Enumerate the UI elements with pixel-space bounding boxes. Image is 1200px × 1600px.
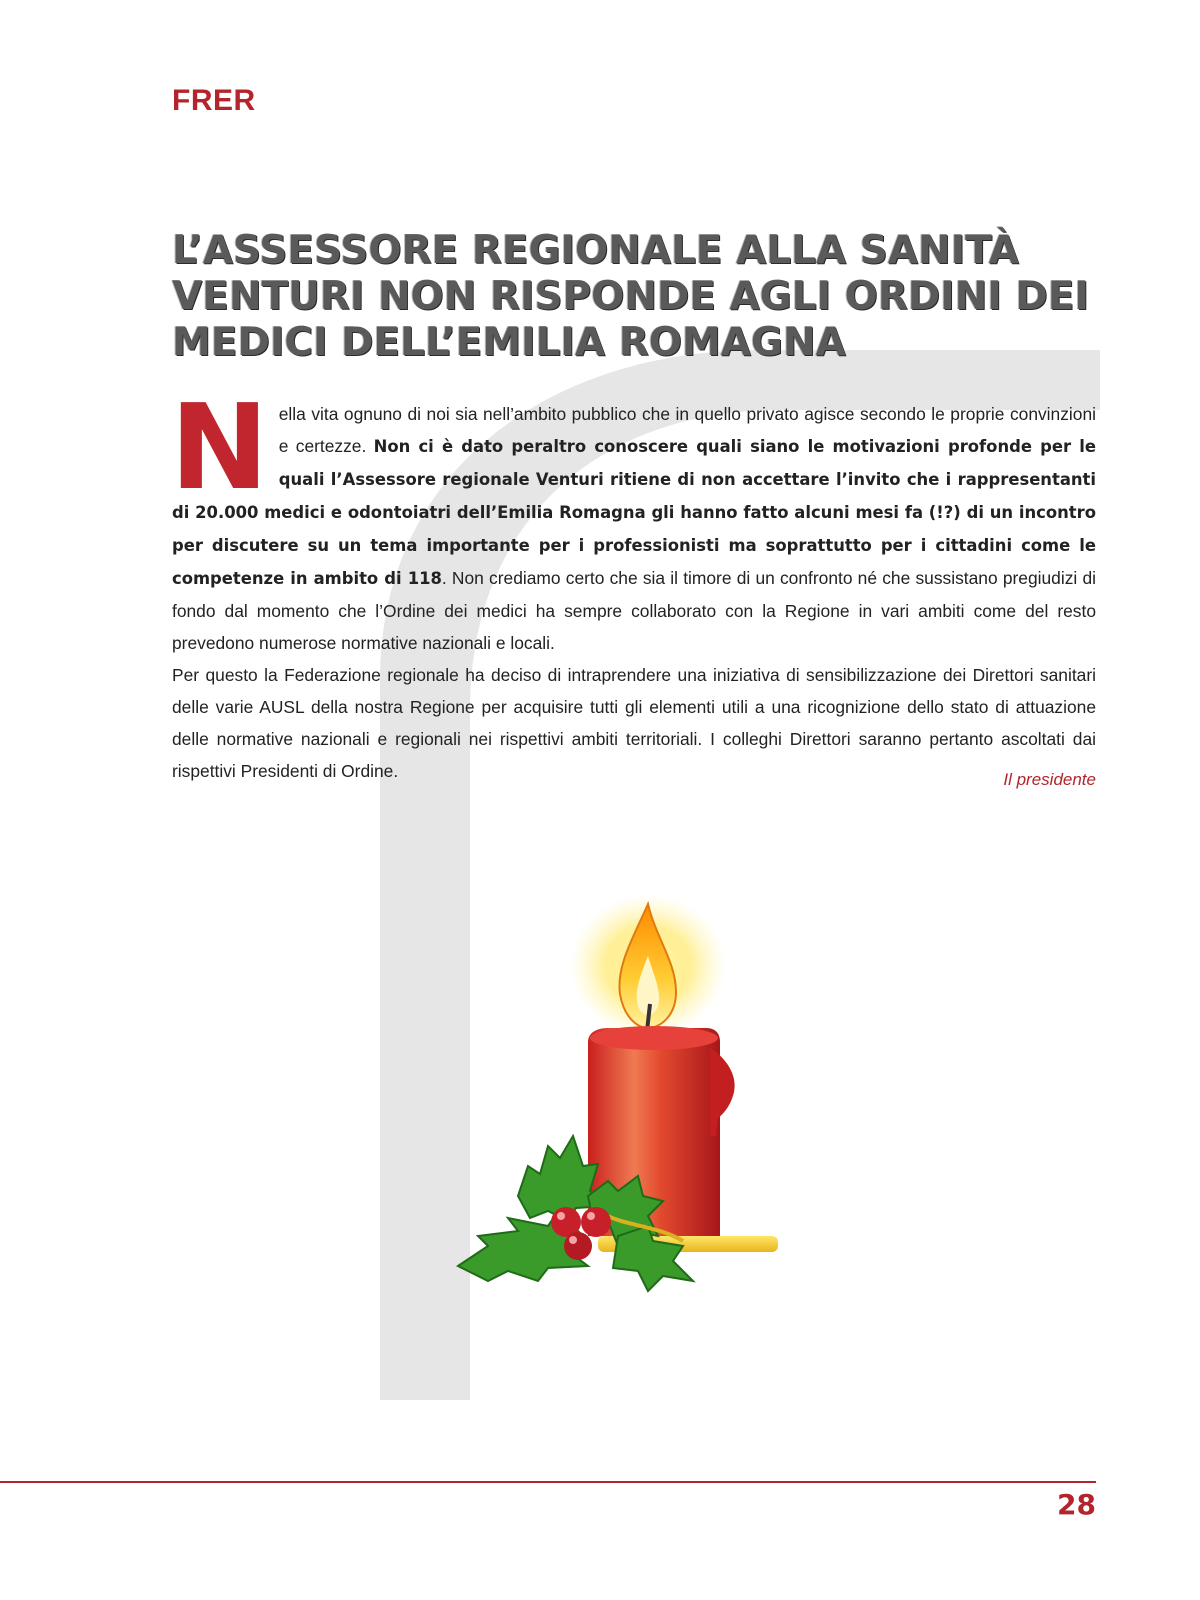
paragraph-emphasis: Non ci è dato peraltro conoscere quali siano le motivazioni profonde per le quali l’Assessore regionale Venturi ritiene di non accettare l’invito che i rappresentanti di 20.000 medici e odontoiatri dell’Emilia Romagna gli hanno fatto alcuni mesi fa (!?) di un incontro per discutere su un tema importante per i professionisti ma soprattutto per i cittadini come le competenze in ambito di 118 xyxy=(172,437,1096,588)
paragraph-intro: ella vita ognuno di noi sia nell’ambito pubblico che in quello privato agisce secondo le proprie convinzioni e certezze. xyxy=(278,404,1096,456)
christmas-candle-icon xyxy=(448,896,788,1296)
article-body xyxy=(170,378,1096,787)
paragraph xyxy=(170,378,1096,659)
article-title xyxy=(172,228,1089,366)
drop-cap: N xyxy=(170,378,269,516)
section-label: FRER xyxy=(172,84,256,117)
title-line: VENTURI NON RISPONDE AGLI ORDINI DEI xyxy=(172,274,1089,319)
signature: Il presidente xyxy=(1003,770,1096,789)
footer-divider xyxy=(0,1481,1096,1483)
paragraph-continuation: . Non crediamo certo che sia il timore di un confronto né che sussistano pregiudizi di fondo dal momento che l’Ordine dei medici ha sempre collaborato con la Regione in vari ambiti come del resto prevedono numerose normative nazionali e locali. xyxy=(172,568,1096,653)
title-line: L’ASSESSORE REGIONALE ALLA SANITÀ xyxy=(172,228,1019,273)
page-number: 28 xyxy=(1057,1488,1096,1521)
title-line: MEDICI DELL’EMILIA ROMAGNA xyxy=(172,320,846,365)
paragraph: Per questo la Federazione regionale ha deciso di intraprendere una iniziativa di sensibilizzazione dei Direttori sanitari delle varie AUSL della nostra Regione per acquisire tutti gli elementi utili a una ricognizione dello stato di attuazione delle normative nazionali e regionali nei rispettivi ambiti territoriali. I colleghi Direttori saranno pertanto ascoltati dai rispettivi Presidenti di Ordine. xyxy=(172,665,1096,781)
